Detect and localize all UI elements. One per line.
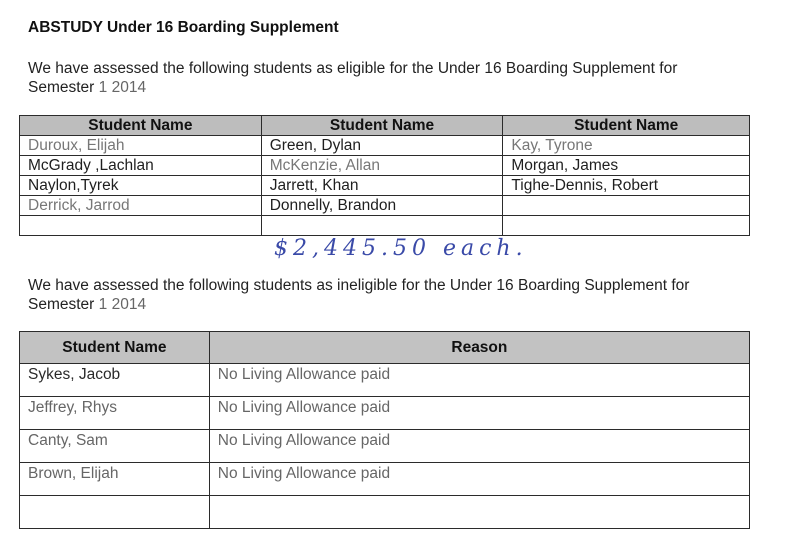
table-cell: McGrady ,Lachlan [20,156,262,176]
table-row [20,397,750,430]
reason-cell: No Living Allowance paid [209,463,749,496]
table-cell [20,216,262,236]
handwritten-amount-note [270,234,610,262]
table-row [20,463,750,496]
eligible-intro-semester: Semester [28,79,95,96]
column-header: Reason [209,332,749,364]
table-row [20,216,750,236]
eligible-intro [28,59,768,97]
table-cell: Naylon,Tyrek [20,176,262,196]
reason-cell: No Living Allowance paid [209,397,749,430]
table-row [20,196,750,216]
eligible-intro-semester-number: 1 2014 [98,79,147,96]
column-header: Student Name [261,116,503,136]
table-cell: Green, Dylan [261,136,503,156]
eligible-intro-line1: We have assessed the following students as eligible for the Under 16 Boarding Supplement for [28,60,678,77]
student-name-cell: Brown, Elijah [20,463,210,496]
table-cell: Duroux, Elijah [20,136,262,156]
ineligible-intro-line1: We have assessed the following students as ineligible for the Under 16 Boarding Supplement for [28,277,690,294]
ineligible-intro-semester: Semester [28,296,95,313]
table-cell: Tighe-Dennis, Robert [503,176,750,196]
ineligible-intro-semester-number: 1 2014 [98,296,147,313]
eligible-students-table [19,115,750,236]
table-cell [503,196,750,216]
table-cell [503,216,750,236]
column-header: Student Name [503,116,750,136]
table-cell: McKenzie, Allan [261,156,503,176]
table-row [20,176,750,196]
student-name-cell: Sykes, Jacob [20,364,210,397]
table-row [20,496,750,529]
column-header: Student Name [20,332,210,364]
table-row [20,364,750,397]
column-header: Student Name [20,116,262,136]
handwritten-text: $2,445.50 each. [274,236,528,261]
reason-cell: No Living Allowance paid [209,364,749,397]
ineligible-students-table [19,331,750,529]
table-cell: Donnelly, Brandon [261,196,503,216]
student-name-cell: Canty, Sam [20,430,210,463]
ineligible-intro [28,276,768,314]
table-header-row [20,332,750,364]
table-cell [261,216,503,236]
table-row [20,156,750,176]
table-row [20,430,750,463]
page-title: ABSTUDY Under 16 Boarding Supplement [28,19,339,36]
table-cell: Morgan, James [503,156,750,176]
table-cell: Jarrett, Khan [261,176,503,196]
table-row [20,136,750,156]
student-name-cell [20,496,210,529]
table-cell: Kay, Tyrone [503,136,750,156]
table-cell: Derrick, Jarrod [20,196,262,216]
reason-cell: No Living Allowance paid [209,430,749,463]
table-header-row [20,116,750,136]
student-name-cell: Jeffrey, Rhys [20,397,210,430]
reason-cell [209,496,749,529]
